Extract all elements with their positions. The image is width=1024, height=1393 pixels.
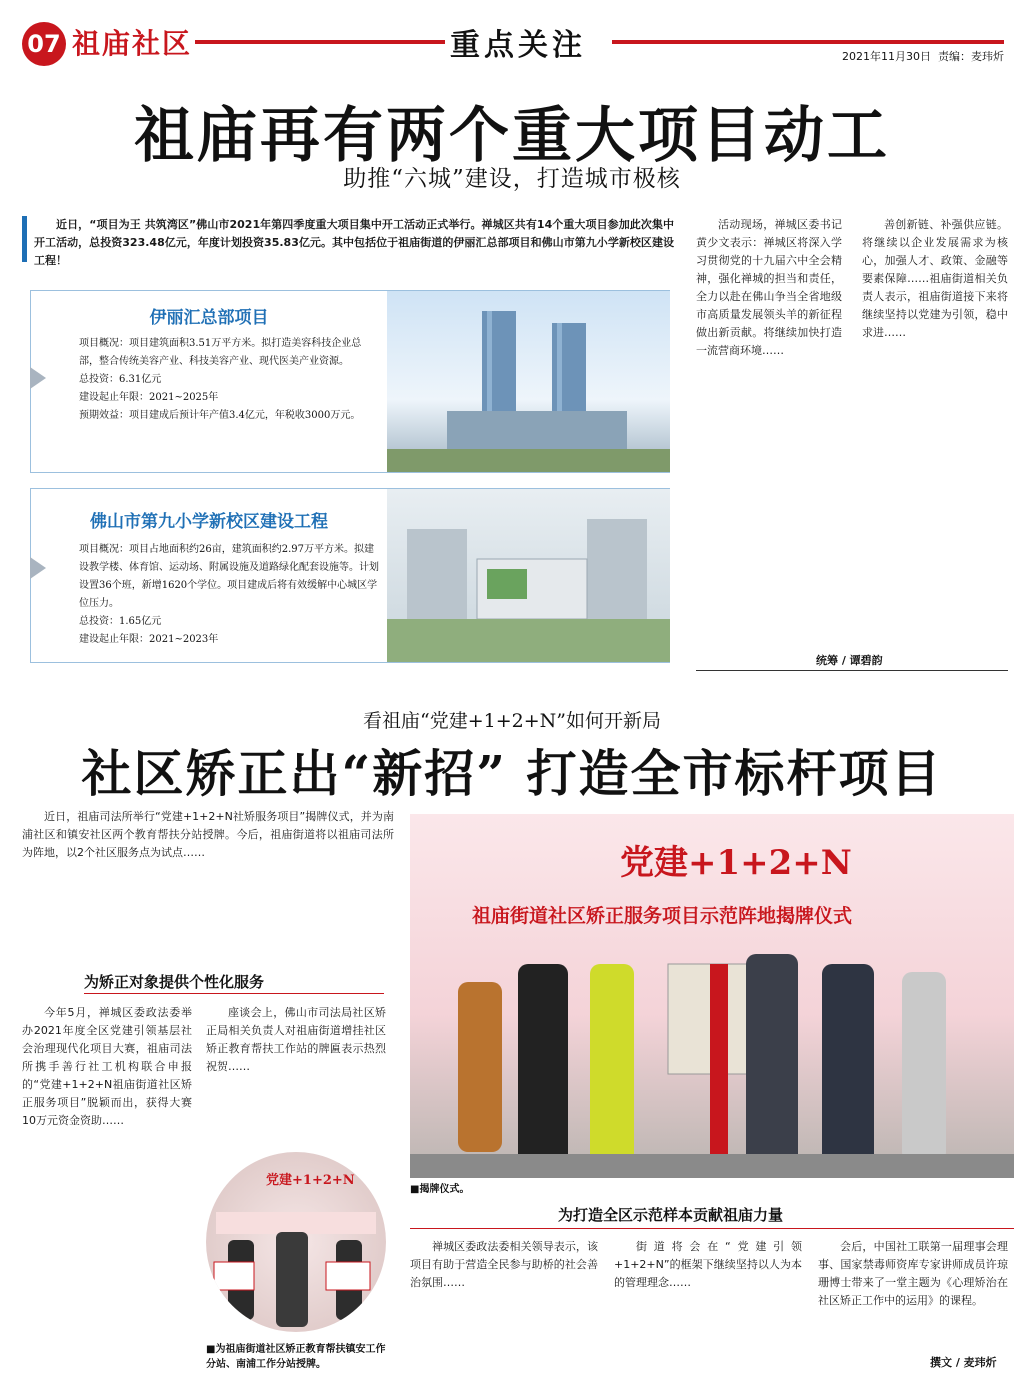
brand-logo: 祖庙社区: [72, 27, 193, 60]
subheading-1: 为矫正对象提供个性化服务: [84, 973, 265, 991]
caption-2: ■为祖庙街道社区矫正教育帮扶镇安工作分站、南浦工作分站授牌。: [206, 1344, 386, 1370]
credit-1: 统筹 / 谭碧韵: [816, 654, 883, 667]
project-title: 佛山市第九小学新校区建设工程: [90, 512, 328, 532]
page-number: 07: [22, 22, 66, 66]
arrow-icon: [30, 557, 46, 579]
section-title: 重点关注: [450, 28, 586, 63]
school-rendering-image: [387, 489, 670, 662]
building-rendering-image: [387, 291, 670, 472]
award-photo: [206, 1152, 386, 1332]
body-column-7: 会后，中国社工联第一届理事会理事、国家禁毒师资库专家讲师成员许琼珊博士带来了一堂主题为《心理矫治在社区矫正工作中的运用》的课程。: [818, 1240, 1008, 1307]
body-column-3: 今年5月，禅城区委政法委举办2021年度全区党建引领基层社会治理现代化项目大赛，祖庙司法所携手善行社工机构联合申报的“党建+1+2+N祖庙街道社区矫正服务项目”脱颖而出，获得大赛10万元资金资助……: [22, 1006, 192, 1127]
credit-rule: [696, 670, 1008, 671]
project-box-yilihui: [30, 290, 670, 473]
body-column-2: 善创新链、补强供应链。将继续以企业发展需求为核心，加强人才、政策、金融等要素保障……祖庙街道相关负责人表示，祖庙街道接下来将继续坚持以党建为引领，稳中求进……: [862, 218, 1008, 339]
body-column-4: 座谈会上，佛山市司法局社区矫正局相关负责人对祖庙街道增挂社区矫正教育帮扶工作站的牌匾表示热烈祝贺……: [206, 1006, 386, 1073]
subheading-2: 为打造全区示范样本贡献祖庙力量: [558, 1206, 784, 1224]
lead-marker: [22, 216, 27, 262]
body-column-5: 禅城区委政法委相关领导表示，该项目有助于营造全民参与助桥的社会善治氛围……: [410, 1240, 598, 1289]
project-title: 伊丽汇总部项目: [149, 308, 269, 328]
project-box-school: [30, 488, 670, 663]
credit-2: 撰文 / 麦玮炘: [930, 1356, 997, 1369]
svg-text:祖庙街道社区矫正服务项目示范阵地揭牌仪式: 祖庙街道社区矫正服务项目示范阵地揭牌仪式: [472, 905, 853, 927]
header-rule-left: [195, 40, 445, 44]
subheading-rule: [410, 1228, 1014, 1229]
arrow-icon: [30, 367, 46, 389]
svg-text:党建+1+2+N: 党建+1+2+N: [266, 1173, 355, 1188]
project-body: 项目概况：项目占地面积约26亩，建筑面积约2.97万平方米。拟建设教学楼、体育馆、运动场、附属设施及道路绿化配套设施等。计划设置36个班，新增1620个学位。项目建成后将有效缓解中心城区学位压力。 总投资：1.65亿元 建设起止年限：2021~2023年: [79, 544, 379, 645]
ceremony-photo: [410, 814, 1014, 1178]
subhead-1: 助推“六城”建设，打造城市极核: [343, 166, 681, 192]
subheading-rule: [84, 993, 384, 994]
lead-paragraph-2: 近日，祖庙司法所举行“党建+1+2+N社矫服务项目”揭牌仪式，并为南浦社区和镇安社区两个教育帮扶分站授牌。今后，祖庙街道将以祖庙司法所为阵地，以2个社区服务点为试点……: [22, 810, 394, 859]
caption-1: ■揭牌仪式。: [410, 1184, 470, 1195]
body-column-6: 街道将会在“党建引领+1+2+N”的框架下继续坚持以人为本的管理理念……: [614, 1240, 802, 1289]
header-rule-right: [612, 40, 1004, 44]
lead-paragraph-1: 近日，“项目为王 共筑湾区”佛山市2021年第四季度重大项目集中开工活动正式举行。禅城区共有14个重大项目参加此次集中开工活动，总投资323.48亿元，年度计划投资35.83亿元。其中包括位于祖庙街道的伊丽汇总部项目和佛山市第九小学新校区建设工程！: [34, 218, 674, 267]
headline-1: 祖庙再有两个重大项目动工: [134, 101, 890, 171]
svg-text:党建+1+2+N: 党建+1+2+N: [620, 843, 852, 883]
kicker-2: 看祖庙“党建+1+2+N”如何开新局: [363, 710, 661, 732]
dateline: 2021年11月30日 责编：麦玮炘: [842, 50, 1004, 63]
body-column-1: 活动现场，禅城区委书记黄少文表示：禅城区将深入学习贯彻党的十九届六中全会精神，强化禅城的担当和责任，全力以赴在佛山争当全省地级市高质量发展领头羊的新征程做出新贡献。将继续加快打造一流营商环境……: [696, 218, 842, 357]
project-body: 项目概况：项目建筑面积3.51万平方米。拟打造美容科技企业总部，整合传统美容产业、科技美容产业、现代医美产业资源。 总投资：6.31亿元 建设起止年限：2021~2025年 预期效益：项目建成后预计年产值3.4亿元，年税收3000万元。: [79, 338, 362, 421]
headline-2: 社区矫正出“新招” 打造全市标杆项目: [81, 744, 943, 803]
